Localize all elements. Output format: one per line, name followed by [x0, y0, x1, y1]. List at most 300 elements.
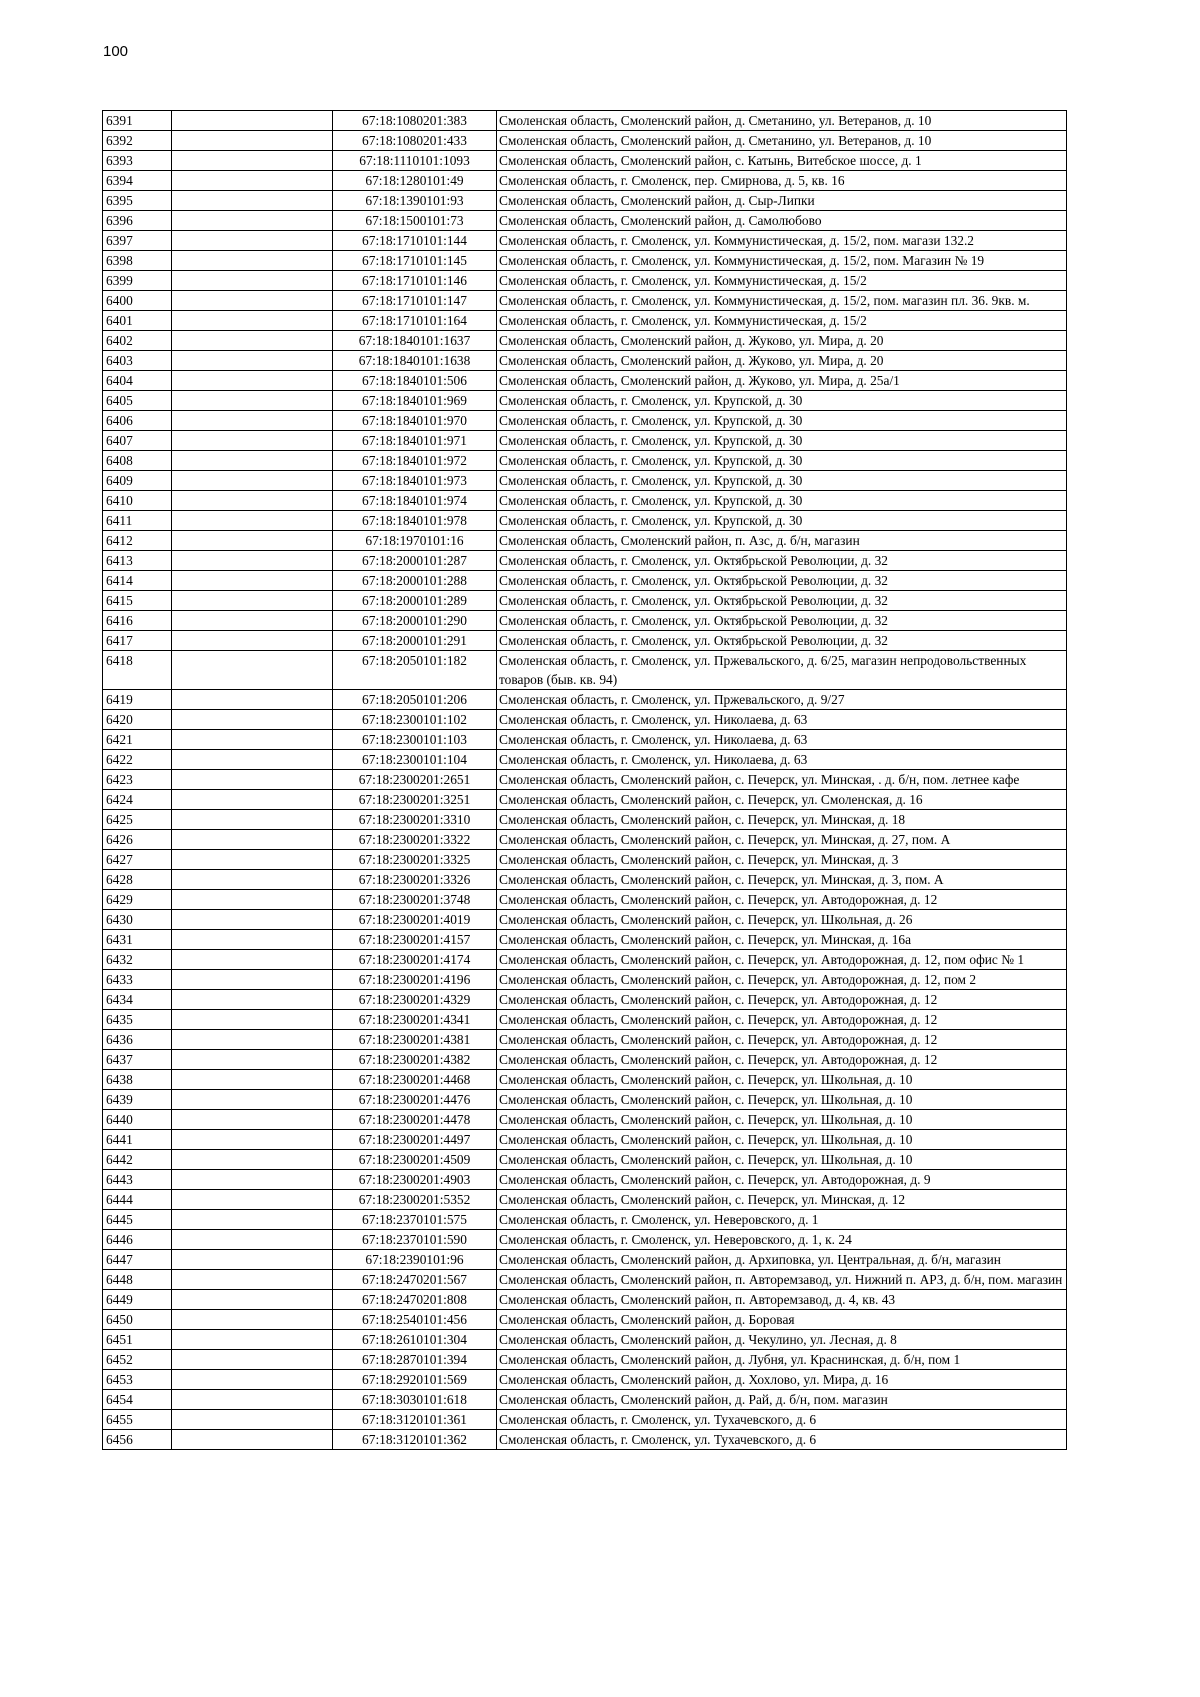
row-number-cell: 6414: [103, 571, 172, 591]
address-cell: Смоленская область, г. Смоленск, ул. Николаева, д. 63: [497, 710, 1067, 730]
cadastral-number-cell: 67:18:1710101:144: [333, 231, 497, 251]
empty-cell: [172, 850, 333, 870]
empty-cell: [172, 1330, 333, 1350]
empty-cell: [172, 151, 333, 171]
empty-cell: [172, 1270, 333, 1290]
empty-cell: [172, 431, 333, 451]
address-cell: Смоленская область, Смоленский район, д. Рай, д. б/н, пом. магазин: [497, 1390, 1067, 1410]
row-number-cell: 6395: [103, 191, 172, 211]
row-number-cell: 6409: [103, 471, 172, 491]
cadastral-number-cell: 67:18:2920101:569: [333, 1370, 497, 1390]
empty-cell: [172, 1410, 333, 1430]
empty-cell: [172, 1030, 333, 1050]
row-number-cell: 6406: [103, 411, 172, 431]
address-cell: Смоленская область, Смоленский район, д. Жуково, ул. Мира, д. 25а/1: [497, 371, 1067, 391]
address-cell: Смоленская область, Смоленский район, с. Печерск, ул. Автодорожная, д. 12, пом офис № 1: [497, 950, 1067, 970]
table-row: [103, 591, 1067, 611]
table-row: [103, 431, 1067, 451]
address-cell: Смоленская область, г. Смоленск, ул. Крупской, д. 30: [497, 451, 1067, 471]
row-number-cell: 6455: [103, 1410, 172, 1430]
address-cell: Смоленская область, Смоленский район, д. Лубня, ул. Краснинская, д. б/н, пом 1: [497, 1350, 1067, 1370]
table-row: [103, 171, 1067, 191]
cadastral-number-cell: 67:18:2300201:3310: [333, 810, 497, 830]
row-number-cell: 6434: [103, 990, 172, 1010]
address-cell: Смоленская область, Смоленский район, п. Азс, д. б/н, магазин: [497, 531, 1067, 551]
table-row: [103, 810, 1067, 830]
address-cell: Смоленская область, Смоленский район, с. Печерск, ул. Смоленская, д. 16: [497, 790, 1067, 810]
table-row: [103, 1090, 1067, 1110]
address-cell: Смоленская область, Смоленский район, с. Печерск, ул. Автодорожная, д. 12: [497, 1050, 1067, 1070]
row-number-cell: 6421: [103, 730, 172, 750]
address-cell: Смоленская область, г. Смоленск, ул. Коммунистическая, д. 15/2, пом. Магазин № 19: [497, 251, 1067, 271]
row-number-cell: 6420: [103, 710, 172, 730]
cadastral-number-cell: 67:18:2300201:3325: [333, 850, 497, 870]
row-number-cell: 6397: [103, 231, 172, 251]
address-cell: Смоленская область, г. Смоленск, ул. Октябрьской Революции, д. 32: [497, 571, 1067, 591]
cadastral-number-cell: 67:18:2300201:4509: [333, 1150, 497, 1170]
row-number-cell: 6422: [103, 750, 172, 770]
table-row: [103, 1190, 1067, 1210]
cadastral-number-cell: 67:18:2000101:291: [333, 631, 497, 651]
cadastral-number-cell: 67:18:1840101:970: [333, 411, 497, 431]
table-row: [103, 251, 1067, 271]
cadastral-number-cell: 67:18:1840101:969: [333, 391, 497, 411]
empty-cell: [172, 231, 333, 251]
cadastral-number-cell: 67:18:2390101:96: [333, 1250, 497, 1270]
table-row: [103, 631, 1067, 651]
cadastral-number-cell: 67:18:1840101:971: [333, 431, 497, 451]
table-row: [103, 391, 1067, 411]
empty-cell: [172, 1230, 333, 1250]
address-cell: Смоленская область, г. Смоленск, ул. Коммунистическая, д. 15/2: [497, 271, 1067, 291]
empty-cell: [172, 730, 333, 750]
address-cell: Смоленская область, Смоленский район, с. Печерск, ул. Автодорожная, д. 12: [497, 1010, 1067, 1030]
empty-cell: [172, 471, 333, 491]
cadastral-number-cell: 67:18:2300201:4381: [333, 1030, 497, 1050]
row-number-cell: 6456: [103, 1430, 172, 1450]
table-row: [103, 830, 1067, 850]
row-number-cell: 6442: [103, 1150, 172, 1170]
row-number-cell: 6405: [103, 391, 172, 411]
row-number-cell: 6392: [103, 131, 172, 151]
row-number-cell: 6417: [103, 631, 172, 651]
address-cell: Смоленская область, г. Смоленск, ул. Крупской, д. 30: [497, 471, 1067, 491]
cadastral-number-cell: 67:18:1710101:164: [333, 311, 497, 331]
cadastral-number-cell: 67:18:3030101:618: [333, 1390, 497, 1410]
row-number-cell: 6399: [103, 271, 172, 291]
row-number-cell: 6444: [103, 1190, 172, 1210]
table-row: [103, 790, 1067, 810]
address-cell: Смоленская область, Смоленский район, с. Печерск, ул. Минская, д. 3, пом. А: [497, 870, 1067, 890]
address-cell: Смоленская область, Смоленский район, п. Авторемзавод, д. 4, кв. 43: [497, 1290, 1067, 1310]
cadastral-number-cell: 67:18:3120101:362: [333, 1430, 497, 1450]
table-row: [103, 1210, 1067, 1230]
row-number-cell: 6443: [103, 1170, 172, 1190]
row-number-cell: 6438: [103, 1070, 172, 1090]
empty-cell: [172, 1070, 333, 1090]
address-cell: Смоленская область, г. Смоленск, ул. Крупской, д. 30: [497, 411, 1067, 431]
address-cell: Смоленская область, Смоленский район, д. Жуково, ул. Мира, д. 20: [497, 351, 1067, 371]
address-cell: Смоленская область, Смоленский район, с. Печерск, ул. Автодорожная, д. 12: [497, 890, 1067, 910]
empty-cell: [172, 371, 333, 391]
table-row: [103, 1070, 1067, 1090]
table-row: [103, 131, 1067, 151]
empty-cell: [172, 790, 333, 810]
table-row: [103, 331, 1067, 351]
cadastral-number-cell: 67:18:2300101:103: [333, 730, 497, 750]
row-number-cell: 6454: [103, 1390, 172, 1410]
table-row: [103, 710, 1067, 730]
table-row: [103, 1330, 1067, 1350]
table-row: [103, 471, 1067, 491]
empty-cell: [172, 511, 333, 531]
empty-cell: [172, 491, 333, 511]
table-row: [103, 1170, 1067, 1190]
empty-cell: [172, 710, 333, 730]
empty-cell: [172, 890, 333, 910]
cadastral-number-cell: 67:18:1970101:16: [333, 531, 497, 551]
address-cell: Смоленская область, Смоленский район, с. Печерск, ул. Автодорожная, д. 9: [497, 1170, 1067, 1190]
cadastral-number-cell: 67:18:2470201:808: [333, 1290, 497, 1310]
table-row: [103, 770, 1067, 790]
row-number-cell: 6450: [103, 1310, 172, 1330]
empty-cell: [172, 1190, 333, 1210]
row-number-cell: 6398: [103, 251, 172, 271]
table-row: [103, 1370, 1067, 1390]
cadastral-number-cell: 67:18:3120101:361: [333, 1410, 497, 1430]
address-cell: Смоленская область, Смоленский район, д. Архиповка, ул. Центральная, д. б/н, магазин: [497, 1250, 1067, 1270]
row-number-cell: 6416: [103, 611, 172, 631]
empty-cell: [172, 1150, 333, 1170]
table-row: [103, 850, 1067, 870]
table-row: [103, 890, 1067, 910]
address-cell: Смоленская область, г. Смоленск, ул. Пржевальского, д. 9/27: [497, 690, 1067, 710]
address-cell: Смоленская область, г. Смоленск, ул. Николаева, д. 63: [497, 730, 1067, 750]
cadastral-number-cell: 67:18:2000101:289: [333, 591, 497, 611]
address-cell: Смоленская область, Смоленский район, п. Авторемзавод, ул. Нижний п. АРЗ, д. б/н, пом. магазин: [497, 1270, 1067, 1290]
cadastral-number-cell: 67:18:2300201:4476: [333, 1090, 497, 1110]
empty-cell: [172, 690, 333, 710]
row-number-cell: 6436: [103, 1030, 172, 1050]
address-cell: Смоленская область, г. Смоленск, ул. Коммунистическая, д. 15/2: [497, 311, 1067, 331]
row-number-cell: 6423: [103, 770, 172, 790]
cadastral-number-cell: 67:18:2540101:456: [333, 1310, 497, 1330]
table-row: [103, 651, 1067, 690]
row-number-cell: 6447: [103, 1250, 172, 1270]
row-number-cell: 6446: [103, 1230, 172, 1250]
row-number-cell: 6408: [103, 451, 172, 471]
cadastral-number-cell: 67:18:1710101:145: [333, 251, 497, 271]
address-cell: Смоленская область, г. Смоленск, пер. Смирнова, д. 5, кв. 16: [497, 171, 1067, 191]
empty-cell: [172, 1290, 333, 1310]
table-row: [103, 1270, 1067, 1290]
register-body: [103, 111, 1067, 1450]
address-cell: Смоленская область, г. Смоленск, ул. Крупской, д. 30: [497, 431, 1067, 451]
empty-cell: [172, 970, 333, 990]
table-row: [103, 451, 1067, 471]
table-row: [103, 970, 1067, 990]
row-number-cell: 6433: [103, 970, 172, 990]
table-row: [103, 611, 1067, 631]
table-row: [103, 1050, 1067, 1070]
table-row: [103, 1110, 1067, 1130]
cadastral-number-cell: 67:18:1840101:1637: [333, 331, 497, 351]
cadastral-number-cell: 67:18:2300201:3322: [333, 830, 497, 850]
empty-cell: [172, 271, 333, 291]
table-row: [103, 531, 1067, 551]
row-number-cell: 6404: [103, 371, 172, 391]
cadastral-number-cell: 67:18:2300201:4019: [333, 910, 497, 930]
cadastral-number-cell: 67:18:2610101:304: [333, 1330, 497, 1350]
row-number-cell: 6448: [103, 1270, 172, 1290]
table-row: [103, 1390, 1067, 1410]
address-cell: Смоленская область, Смоленский район, д. Чекулино, ул. Лесная, д. 8: [497, 1330, 1067, 1350]
row-number-cell: 6440: [103, 1110, 172, 1130]
cadastral-number-cell: 67:18:2300201:4903: [333, 1170, 497, 1190]
address-cell: Смоленская область, Смоленский район, с. Печерск, ул. Школьная, д. 10: [497, 1070, 1067, 1090]
empty-cell: [172, 651, 333, 690]
address-cell: Смоленская область, Смоленский район, с. Печерск, ул. Школьная, д. 10: [497, 1150, 1067, 1170]
cadastral-number-cell: 67:18:1080201:383: [333, 111, 497, 131]
table-row: [103, 1130, 1067, 1150]
table-row: [103, 730, 1067, 750]
cadastral-number-cell: 67:18:1840101:978: [333, 511, 497, 531]
address-cell: Смоленская область, г. Смоленск, ул. Тухачевского, д. 6: [497, 1430, 1067, 1450]
table-row: [103, 1310, 1067, 1330]
empty-cell: [172, 1010, 333, 1030]
empty-cell: [172, 990, 333, 1010]
row-number-cell: 6394: [103, 171, 172, 191]
table-row: [103, 990, 1067, 1010]
row-number-cell: 6432: [103, 950, 172, 970]
address-cell: Смоленская область, Смоленский район, с. Печерск, ул. Школьная, д. 10: [497, 1130, 1067, 1150]
address-cell: Смоленская область, Смоленский район, с. Печерск, ул. Автодорожная, д. 12, пом 2: [497, 970, 1067, 990]
address-cell: Смоленская область, Смоленский район, с. Катынь, Витебское шоссе, д. 1: [497, 151, 1067, 171]
cadastral-number-cell: 67:18:2050101:206: [333, 690, 497, 710]
empty-cell: [172, 1390, 333, 1410]
cadastral-number-cell: 67:18:2300201:4478: [333, 1110, 497, 1130]
row-number-cell: 6453: [103, 1370, 172, 1390]
cadastral-number-cell: 67:18:2050101:182: [333, 651, 497, 690]
empty-cell: [172, 830, 333, 850]
empty-cell: [172, 631, 333, 651]
empty-cell: [172, 111, 333, 131]
cadastral-number-cell: 67:18:2300201:4157: [333, 930, 497, 950]
cadastral-number-cell: 67:18:1110101:1093: [333, 151, 497, 171]
cadastral-number-cell: 67:18:2300101:104: [333, 750, 497, 770]
cadastral-number-cell: 67:18:1280101:49: [333, 171, 497, 191]
address-cell: Смоленская область, Смоленский район, д. Сметанино, ул. Ветеранов, д. 10: [497, 131, 1067, 151]
cadastral-number-cell: 67:18:2300201:4174: [333, 950, 497, 970]
row-number-cell: 6428: [103, 870, 172, 890]
table-row: [103, 571, 1067, 591]
cadastral-number-cell: 67:18:1710101:147: [333, 291, 497, 311]
row-number-cell: 6429: [103, 890, 172, 910]
table-row: [103, 1230, 1067, 1250]
row-number-cell: 6401: [103, 311, 172, 331]
cadastral-number-cell: 67:18:2370101:575: [333, 1210, 497, 1230]
address-cell: Смоленская область, Смоленский район, с. Печерск, ул. Автодорожная, д. 12: [497, 990, 1067, 1010]
row-number-cell: 6439: [103, 1090, 172, 1110]
row-number-cell: 6393: [103, 151, 172, 171]
address-cell: Смоленская область, г. Смоленск, ул. Октябрьской Революции, д. 32: [497, 551, 1067, 571]
table-row: [103, 151, 1067, 171]
table-row: [103, 271, 1067, 291]
table-row: [103, 211, 1067, 231]
row-number-cell: 6391: [103, 111, 172, 131]
table-row: [103, 870, 1067, 890]
cadastral-number-cell: 67:18:2000101:288: [333, 571, 497, 591]
cadastral-number-cell: 67:18:1840101:972: [333, 451, 497, 471]
row-number-cell: 6402: [103, 331, 172, 351]
empty-cell: [172, 591, 333, 611]
address-cell: Смоленская область, Смоленский район, д. Сыр-Липки: [497, 191, 1067, 211]
row-number-cell: 6437: [103, 1050, 172, 1070]
empty-cell: [172, 1210, 333, 1230]
empty-cell: [172, 531, 333, 551]
empty-cell: [172, 391, 333, 411]
table-row: [103, 930, 1067, 950]
address-cell: Смоленская область, г. Смоленск, ул. Крупской, д. 30: [497, 511, 1067, 531]
empty-cell: [172, 1090, 333, 1110]
address-cell: Смоленская область, Смоленский район, с. Печерск, ул. Автодорожная, д. 12: [497, 1030, 1067, 1050]
table-row: [103, 551, 1067, 571]
empty-cell: [172, 810, 333, 830]
address-cell: Смоленская область, Смоленский район, д. Жуково, ул. Мира, д. 20: [497, 331, 1067, 351]
empty-cell: [172, 1370, 333, 1390]
empty-cell: [172, 571, 333, 591]
empty-cell: [172, 251, 333, 271]
table-row: [103, 231, 1067, 251]
empty-cell: [172, 1350, 333, 1370]
table-row: [103, 511, 1067, 531]
row-number-cell: 6412: [103, 531, 172, 551]
cadastral-number-cell: 67:18:2300201:4468: [333, 1070, 497, 1090]
page-number: 100: [103, 43, 129, 60]
cadastral-number-cell: 67:18:2300101:102: [333, 710, 497, 730]
empty-cell: [172, 1050, 333, 1070]
empty-cell: [172, 1430, 333, 1450]
empty-cell: [172, 950, 333, 970]
empty-cell: [172, 191, 333, 211]
address-cell: Смоленская область, Смоленский район, с. Печерск, ул. Минская, д. 27, пом. А: [497, 830, 1067, 850]
address-cell: Смоленская область, Смоленский район, с. Печерск, ул. Школьная, д. 10: [497, 1110, 1067, 1130]
empty-cell: [172, 311, 333, 331]
row-number-cell: 6403: [103, 351, 172, 371]
address-cell: Смоленская область, г. Смоленск, ул. Неверовского, д. 1, к. 24: [497, 1230, 1067, 1250]
cadastral-number-cell: 67:18:2000101:287: [333, 551, 497, 571]
address-cell: Смоленская область, Смоленский район, с. Печерск, ул. Минская, . д. б/н, пом. летнее кафе: [497, 770, 1067, 790]
cadastral-number-cell: 67:18:2300201:4497: [333, 1130, 497, 1150]
table-row: [103, 371, 1067, 391]
row-number-cell: 6449: [103, 1290, 172, 1310]
cadastral-number-cell: 67:18:1840101:974: [333, 491, 497, 511]
empty-cell: [172, 1170, 333, 1190]
row-number-cell: 6411: [103, 511, 172, 531]
table-row: [103, 1010, 1067, 1030]
empty-cell: [172, 211, 333, 231]
cadastral-number-cell: 67:18:2300201:4341: [333, 1010, 497, 1030]
empty-cell: [172, 611, 333, 631]
address-cell: Смоленская область, Смоленский район, д. Хохлово, ул. Мира, д. 16: [497, 1370, 1067, 1390]
address-cell: Смоленская область, г. Смоленск, ул. Крупской, д. 30: [497, 391, 1067, 411]
row-number-cell: 6435: [103, 1010, 172, 1030]
cadastral-number-cell: 67:18:2470201:567: [333, 1270, 497, 1290]
address-cell: Смоленская область, Смоленский район, с. Печерск, ул. Минская, д. 18: [497, 810, 1067, 830]
table-row: [103, 1150, 1067, 1170]
empty-cell: [172, 1250, 333, 1270]
row-number-cell: 6413: [103, 551, 172, 571]
register-table: [102, 110, 1067, 1450]
table-row: [103, 1350, 1067, 1370]
empty-cell: [172, 930, 333, 950]
row-number-cell: 6424: [103, 790, 172, 810]
cadastral-number-cell: 67:18:1840101:1638: [333, 351, 497, 371]
empty-cell: [172, 770, 333, 790]
cadastral-number-cell: 67:18:2300201:4196: [333, 970, 497, 990]
table-row: [103, 950, 1067, 970]
cadastral-number-cell: 67:18:2000101:290: [333, 611, 497, 631]
cadastral-number-cell: 67:18:2300201:4329: [333, 990, 497, 1010]
table-row: [103, 690, 1067, 710]
empty-cell: [172, 291, 333, 311]
empty-cell: [172, 171, 333, 191]
empty-cell: [172, 1110, 333, 1130]
empty-cell: [172, 351, 333, 371]
cadastral-number-cell: 67:18:2300201:4382: [333, 1050, 497, 1070]
address-cell: Смоленская область, г. Смоленск, ул. Тухачевского, д. 6: [497, 1410, 1067, 1430]
row-number-cell: 6426: [103, 830, 172, 850]
cadastral-number-cell: 67:18:2370101:590: [333, 1230, 497, 1250]
address-cell: Смоленская область, Смоленский район, с. Печерск, ул. Школьная, д. 10: [497, 1090, 1067, 1110]
row-number-cell: 6445: [103, 1210, 172, 1230]
row-number-cell: 6430: [103, 910, 172, 930]
row-number-cell: 6419: [103, 690, 172, 710]
address-cell: Смоленская область, г. Смоленск, ул. Крупской, д. 30: [497, 491, 1067, 511]
empty-cell: [172, 551, 333, 571]
address-cell: Смоленская область, г. Смоленск, ул. Октябрьской Революции, д. 32: [497, 591, 1067, 611]
address-cell: Смоленская область, Смоленский район, с. Печерск, ул. Школьная, д. 26: [497, 910, 1067, 930]
empty-cell: [172, 1310, 333, 1330]
table-row: [103, 411, 1067, 431]
table-row: [103, 191, 1067, 211]
cadastral-number-cell: 67:18:2300201:3251: [333, 790, 497, 810]
address-cell: Смоленская область, Смоленский район, д. Сметанино, ул. Ветеранов, д. 10: [497, 111, 1067, 131]
address-cell: Смоленская область, г. Смоленск, ул. Неверовского, д. 1: [497, 1210, 1067, 1230]
cadastral-number-cell: 67:18:1840101:506: [333, 371, 497, 391]
cadastral-number-cell: 67:18:2300201:3748: [333, 890, 497, 910]
empty-cell: [172, 1130, 333, 1150]
table-row: [103, 111, 1067, 131]
row-number-cell: 6410: [103, 491, 172, 511]
table-row: [103, 291, 1067, 311]
row-number-cell: 6396: [103, 211, 172, 231]
address-cell: Смоленская область, г. Смоленск, ул. Николаева, д. 63: [497, 750, 1067, 770]
address-cell: Смоленская область, Смоленский район, с. Печерск, ул. Минская, д. 12: [497, 1190, 1067, 1210]
table-row: [103, 1430, 1067, 1450]
table-row: [103, 1030, 1067, 1050]
address-cell: Смоленская область, г. Смоленск, ул. Коммунистическая, д. 15/2, пом. магази 132.2: [497, 231, 1067, 251]
address-cell: Смоленская область, г. Смоленск, ул. Коммунистическая, д. 15/2, пом. магазин пл. 36. 9кв. м.: [497, 291, 1067, 311]
table-row: [103, 491, 1067, 511]
row-number-cell: 6418: [103, 651, 172, 690]
table-row: [103, 750, 1067, 770]
row-number-cell: 6407: [103, 431, 172, 451]
table-row: [103, 1290, 1067, 1310]
table-row: [103, 1410, 1067, 1430]
cadastral-number-cell: 67:18:1840101:973: [333, 471, 497, 491]
table-row: [103, 1250, 1067, 1270]
